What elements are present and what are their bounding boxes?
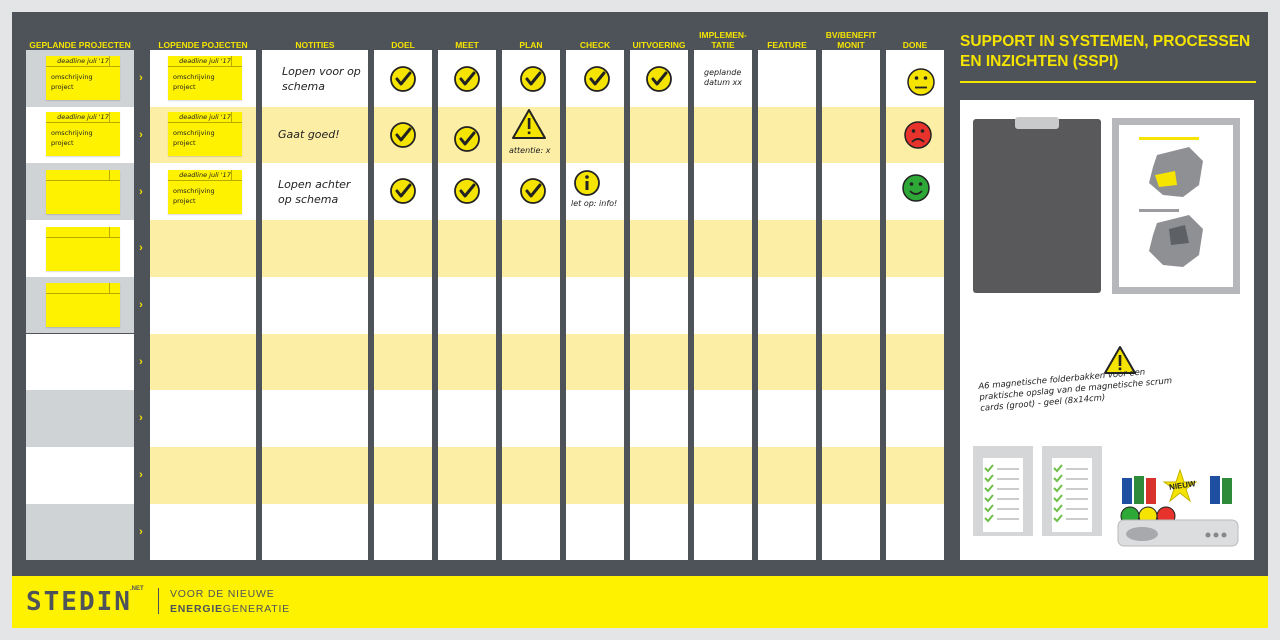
card-deadline: deadline juli '17: [168, 56, 242, 67]
check-icon[interactable]: [585, 67, 609, 91]
card-description: omschrijving project: [173, 187, 215, 205]
footer-banner: [12, 576, 1268, 628]
card-deadline: deadline juli '17: [46, 112, 120, 123]
chevron-right-icon: ›: [139, 186, 143, 198]
header-uitvoering: UITVOERING: [632, 40, 686, 50]
chevron-right-icon: ›: [139, 242, 143, 254]
card-description: omschrijving project: [51, 129, 93, 147]
card-description: omschrijving project: [173, 73, 215, 91]
folder-note: A6 magnetische folderbakken voor een praktische opslag van de magnetische scrum cards (groot) - geel (8x14cm): [978, 367, 1173, 414]
neutral-smiley-icon[interactable]: [908, 69, 934, 95]
side-panel: [960, 24, 1256, 560]
card-deadline: deadline juli '17: [168, 170, 242, 181]
brand-logo: STEDIN: [26, 587, 132, 617]
title-underline: [960, 81, 1256, 83]
header-implementatie: IMPLEMEN-TATIE: [699, 30, 747, 50]
warning-icon[interactable]: [513, 110, 545, 138]
check-icon[interactable]: [391, 67, 415, 91]
checklist-card-icon[interactable]: [1042, 446, 1102, 536]
new-badge: NIEUW: [1168, 479, 1197, 492]
card-description: omschrijving project: [51, 73, 93, 91]
header-notities: NOTITIES: [295, 40, 335, 50]
chevron-right-icon: ›: [139, 526, 143, 538]
header-feature: FEATURE: [767, 40, 807, 50]
check-icon[interactable]: [647, 67, 671, 91]
marker-tray-icon[interactable]: [1116, 464, 1244, 548]
map-frame[interactable]: [1112, 118, 1240, 294]
checklist-card-icon[interactable]: [973, 446, 1033, 536]
card-deadline: deadline juli '17: [168, 112, 242, 123]
card-description: omschrijving project: [173, 129, 215, 147]
header-done: DONE: [902, 40, 928, 50]
note-text[interactable]: Gaat goed!: [278, 128, 340, 141]
check-icon[interactable]: [455, 67, 479, 91]
header-doel: DOEL: [391, 40, 415, 50]
netherlands-map-icon: [1119, 125, 1233, 287]
chevron-right-icon: ›: [139, 356, 143, 368]
chevron-right-icon: ›: [139, 412, 143, 424]
check-icon[interactable]: [391, 179, 415, 203]
clipboard-icon[interactable]: [973, 119, 1101, 293]
check-icon[interactable]: [521, 67, 545, 91]
chevron-right-icon: ›: [139, 129, 143, 141]
plan-attention-note[interactable]: attentie: x: [509, 146, 551, 155]
chevron-right-icon: ›: [139, 469, 143, 481]
tagline-bold: ENERGIE: [170, 603, 223, 615]
chevron-right-icon: ›: [139, 299, 143, 311]
check-icon[interactable]: [391, 123, 415, 147]
tagline-top: VOOR DE NIEUWE: [170, 588, 275, 600]
check-icon[interactable]: [521, 179, 545, 203]
tagline-bottom: [170, 603, 290, 615]
info-icon[interactable]: [575, 171, 599, 195]
brand-suffix: .NET: [130, 586, 144, 592]
header-check: CHECK: [579, 40, 611, 50]
card-deadline: deadline juli '17: [46, 56, 120, 67]
chevron-right-icon: ›: [139, 72, 143, 84]
header-plan: PLAN: [519, 40, 543, 50]
implementation-date-note[interactable]: geplande datum xx: [704, 68, 742, 87]
header-bv-benefit: BV/BENEFIT MONIT: [825, 30, 877, 50]
check-icon[interactable]: [455, 127, 479, 151]
sad-smiley-icon[interactable]: [905, 122, 931, 148]
header-lopende-projecten: LOPENDE POJECTEN: [158, 40, 248, 50]
side-panel-title: SUPPORT IN SYSTEMEN, PROCESSEN EN INZICHTEN (SSPI): [960, 33, 1251, 70]
footer-divider: [158, 588, 159, 614]
check-info-note[interactable]: let op: info!: [571, 199, 618, 208]
header-meet: MEET: [455, 40, 479, 50]
header-geplande-projecten: GEPLANDE PROJECTEN: [29, 40, 131, 50]
happy-smiley-icon[interactable]: [903, 175, 929, 201]
note-text[interactable]: Lopen voor op schema: [282, 65, 361, 93]
note-text[interactable]: Lopen achter op schema: [278, 178, 351, 206]
tagline-rest: GENERATIE: [222, 603, 290, 615]
check-icon[interactable]: [455, 179, 479, 203]
